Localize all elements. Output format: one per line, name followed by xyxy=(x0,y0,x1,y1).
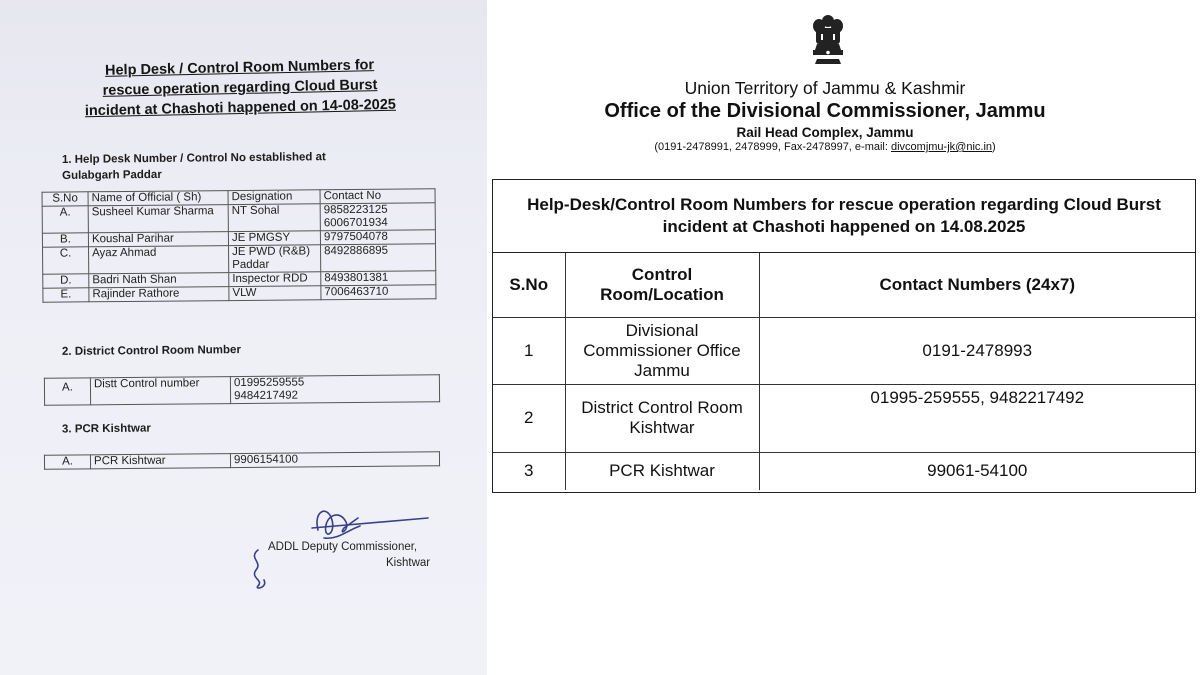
header-name: Name of Official ( Sh) xyxy=(88,191,228,206)
table-row: 2 District Control Room Kishtwar 01995-259555, 9482217492 xyxy=(493,384,1195,452)
header-location: Control Room/Location xyxy=(565,253,759,317)
header-sno: S.No xyxy=(493,253,565,317)
control-room-table xyxy=(492,179,1196,493)
section3-heading: 3. PCR Kishtwar xyxy=(61,422,151,436)
national-emblem-icon xyxy=(807,14,849,68)
table-row: C. Ayaz Ahmad JE PWD (R&B) Paddar 8492886895 xyxy=(43,244,436,274)
table-row: A. Distt Control number 01995259555 9484217492 xyxy=(44,375,439,405)
left-document xyxy=(0,0,487,675)
left-title: Help Desk / Control Room Numbers for rescue operation regarding Cloud Burst incident at Chashoti happened on 14-08-2025 xyxy=(84,57,397,120)
signature-place: Kishtwar xyxy=(386,557,431,569)
header-designation: Designation xyxy=(228,190,320,205)
office-contact: (0191-2478991, 2478999, Fax-2478997, e-mail: divcomjmu-jk@nic.in) xyxy=(654,141,996,153)
office-address: Rail Head Complex, Jammu xyxy=(736,125,914,140)
section2-heading: 2. District Control Room Number xyxy=(61,344,241,358)
helpdesk-table xyxy=(42,188,437,302)
office-name: Office of the Divisional Commissioner, Jammu xyxy=(604,100,1046,122)
email-link[interactable]: divcomjmu-jk@nic.in xyxy=(890,141,993,153)
right-document xyxy=(490,0,1200,675)
header-sno: S.No xyxy=(42,192,88,206)
table-row: E. Rajinder Rathore VLW 7006463710 xyxy=(43,285,436,302)
table-title: Help-Desk/Control Room Numbers for rescue operation regarding Cloud Burst incident at Chashoti happened on 14.08.2025 xyxy=(493,180,1195,253)
table-row: D. Badri Nath Shan Inspector RDD 8493801381 xyxy=(43,271,436,288)
signature-title: ADDL Deputy Commissioner, xyxy=(268,541,418,553)
header-contact: Contact No xyxy=(320,189,435,204)
ut-name: Union Territory of Jammu & Kashmir xyxy=(684,78,966,98)
table-row: 1 Divisional Commissioner Office Jammu 0191-2478993 xyxy=(493,317,1195,384)
table-row: B. Koushal Parihar JE PMGSY 9797504078 xyxy=(42,230,435,247)
section1-heading: 1. Help Desk Number / Control No established at Gulabgarh Paddar xyxy=(61,151,326,182)
table-header-row xyxy=(493,253,1195,317)
district-control-table xyxy=(44,374,440,405)
table-row: 3 PCR Kishtwar 99061-54100 xyxy=(493,452,1195,490)
table-row: A. Susheel Kumar Sharma NT Sohal 9858223125 6006701934 xyxy=(42,203,435,233)
pcr-table xyxy=(44,451,440,469)
header-contacts: Contact Numbers (24x7) xyxy=(759,253,1195,317)
table-row: A. PCR Kishtwar 9906154100 xyxy=(44,452,439,469)
contacts-table xyxy=(493,253,1195,490)
